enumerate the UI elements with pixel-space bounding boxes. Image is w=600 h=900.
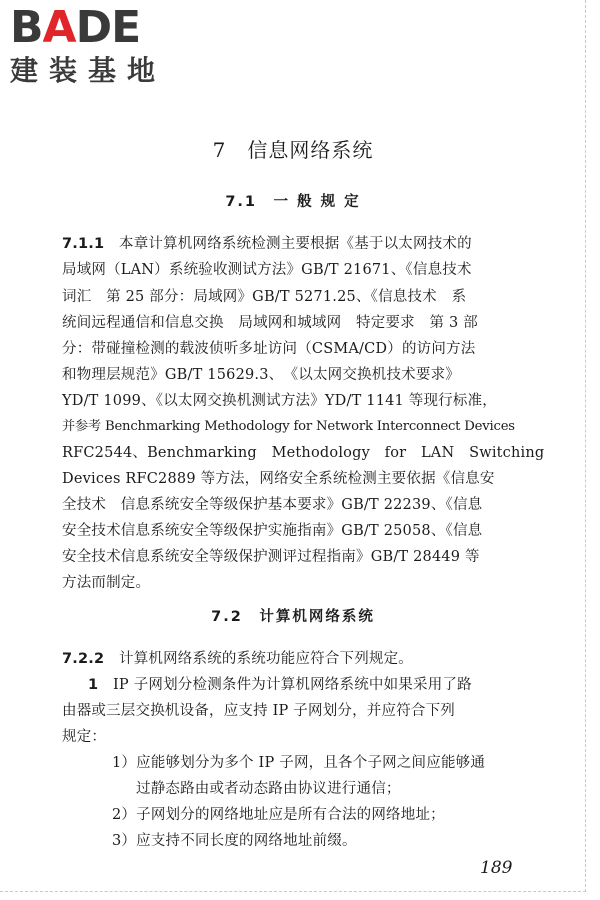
subitem-number: 2） [112,807,137,823]
subitem-1-line-2: 过静态路由或者动态路由协议进行通信； [136,781,401,797]
section-number: 7.1 [225,194,258,210]
subitem-text: 应支持不同长度的网络地址前缀。 [136,833,357,849]
clause-7-1-1-line-11: 全技术 信息系统安全等级保护基本要求》GB/T 22239、《信息 [62,497,483,513]
section-title: 计算机网络系统 [259,609,375,625]
clause-7-1-1-line-13: 安全技术信息系统安全等级保护测评过程指南》GB/T 28449 等 [62,549,480,565]
subitem-number: 3） [112,833,137,849]
subitem-1-line-1 [112,751,485,772]
subitem-text: 应能够划分为多个 IP 子网，且各个子网之间应能够通 [136,755,486,771]
clause-7-1-1-line-2: 局域网（LAN）系统验收测试方法》GB/T 21671、《信息技术 [62,262,472,278]
clause-7-1-1-line-1 [62,232,472,253]
section-heading-7-2 [0,605,586,626]
clause-text: 计算机网络系统的系统功能应符合下列规定。 [119,651,413,667]
logo-letter-a: A [42,2,76,53]
clause-7-1-1-line-4: 统间远程通信和信息交换 局域网和城域网 特定要求 第 3 部 [62,315,478,331]
chapter-heading [0,134,586,163]
chapter-title: 信息网络系统 [247,138,374,162]
clause-7-1-1-line-7: YD/T 1099、《以太网交换机测试方法》YD/T 1141 等现行标准， [62,393,497,409]
clause-7-1-1-line-3: 词汇 第 25 部分：局域网》GB/T 5271.25、《信息技术 系 [62,289,467,305]
clause-7-1-1-line-8: 并参考 Benchmarking Methodology for Network Interconnect Devices [62,419,515,434]
clause-7-2-2-line-1 [62,647,413,668]
logo-letters-de: DE [75,2,141,53]
clause-7-1-1-line-10: Devices RFC2889 等方法，网络安全系统检测主要依据《信息安 [62,471,495,487]
item-1-line-1 [88,673,472,694]
section-heading-7-1 [0,190,586,211]
clause-text: 本章计算机网络系统检测主要根据《基于以太网技术的 [119,236,472,252]
subitem-3 [112,829,357,850]
clause-7-1-1-line-12: 安全技术信息系统安全等级保护实施指南》GB/T 25058、《信息 [62,523,483,539]
bade-logo [10,2,180,98]
subitem-text: 子网划分的网络地址应是所有合法的网络地址； [136,807,445,823]
logo-subtitle: 建装基地 [10,54,167,87]
subitem-number: 1） [112,755,137,771]
item-text: IP 子网划分检测条件为计算机网络系统中如果采用了路 [113,677,472,693]
page-number: 189 [480,858,513,878]
clause-7-1-1-line-5: 分：带碰撞检测的载波侦听多址访问（CSMA/CD）的访问方法 [62,341,476,357]
item-number: 1 [88,677,99,693]
clause-number: 7.1.1 [62,236,105,252]
subitem-2 [112,803,445,824]
item-1-line-2: 由器或三层交换机设备，应支持 IP 子网划分，并应符合下列 [62,703,455,719]
clause-7-1-1-line-14: 方法而制定。 [62,575,151,591]
clause-7-1-1-line-9: RFC2544、Benchmarking Methodology for LAN Switching [62,445,545,461]
clause-number: 7.2.2 [62,651,105,667]
section-number: 7.2 [211,609,243,625]
item-1-line-3: 规定： [62,729,107,745]
chapter-number: 7 [212,138,227,162]
logo-letter-b: B [10,2,43,53]
section-title: 一 般 规 定 [273,194,361,210]
logo-wordmark [10,2,180,53]
clause-7-1-1-line-6: 和物理层规范》GB/T 15629.3、 《以太网交换机技术要求》 [62,367,460,383]
